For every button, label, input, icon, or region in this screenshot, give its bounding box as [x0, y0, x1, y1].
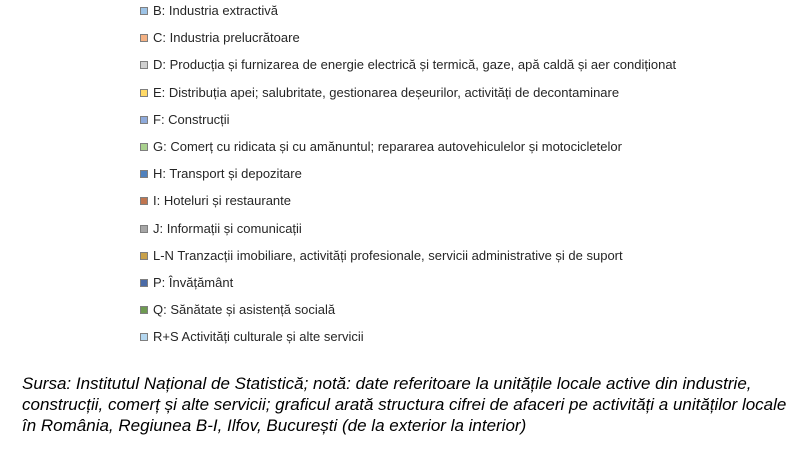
legend-label: F: Construcții — [153, 111, 230, 127]
legend-swatch — [140, 197, 148, 205]
legend-swatch — [140, 279, 148, 287]
legend-swatch — [140, 143, 148, 151]
legend-label: E: Distribuția apei; salubritate, gestionarea deșeurilor, activități de decontaminare — [153, 84, 620, 100]
legend-label: J: Informații și comunicații — [153, 220, 302, 236]
legend-label: P: Învățământ — [153, 275, 234, 290]
legend-item — [140, 2, 278, 20]
legend-swatch — [140, 225, 148, 233]
legend-label: I: Hoteluri și restaurante — [153, 193, 292, 209]
legend-item — [140, 84, 619, 102]
legend-label: Q: Sănătate și asistență socială — [153, 302, 336, 318]
legend-item — [140, 274, 233, 292]
legend-swatch — [140, 306, 148, 314]
legend-swatch — [140, 89, 148, 97]
legend-swatch — [140, 61, 148, 69]
legend-item — [140, 301, 335, 319]
legend-item — [140, 29, 300, 47]
legend-label: G: Comerț cu ridicata și cu amănuntul; repararea autovehiculelor și motocicletelor — [153, 139, 622, 154]
legend-item — [140, 165, 302, 183]
legend-swatch — [140, 116, 148, 124]
legend-label: H: Transport și depozitare — [153, 166, 302, 182]
legend-swatch — [140, 7, 148, 15]
legend-swatch — [140, 252, 148, 260]
legend-item — [140, 138, 622, 156]
legend-item — [140, 111, 230, 129]
legend-label: C: Industria prelucrătoare — [153, 30, 300, 46]
source-note: Sursa: Institutul Național de Statistică; notă: date referitoare la unitățile locale active din industrie, construcții, comerț și alte servicii; graficul arată structura cifrei de afaceri pe activități a unităților locale în România, Regiunea B-I, Ilfov, București (de la exterior la interior) — [22, 374, 787, 435]
legend-swatch — [140, 333, 148, 341]
legend-label: B: Industria extractivă — [153, 3, 278, 18]
legend-label: R+S Activități culturale și alte servicii — [153, 329, 364, 345]
legend-item — [140, 328, 364, 346]
legend-label: D: Producția și furnizarea de energie electrică și termică, gaze, apă caldă și aer condiționat — [153, 57, 677, 73]
legend-item — [140, 220, 302, 238]
legend-item — [140, 192, 291, 210]
legend-swatch — [140, 34, 148, 42]
legend-item — [140, 56, 676, 74]
legend-swatch — [140, 170, 148, 178]
legend-label: L-N Tranzacții imobiliare, activități profesionale, servicii administrative și de suport — [153, 247, 623, 263]
legend-item — [140, 247, 623, 265]
